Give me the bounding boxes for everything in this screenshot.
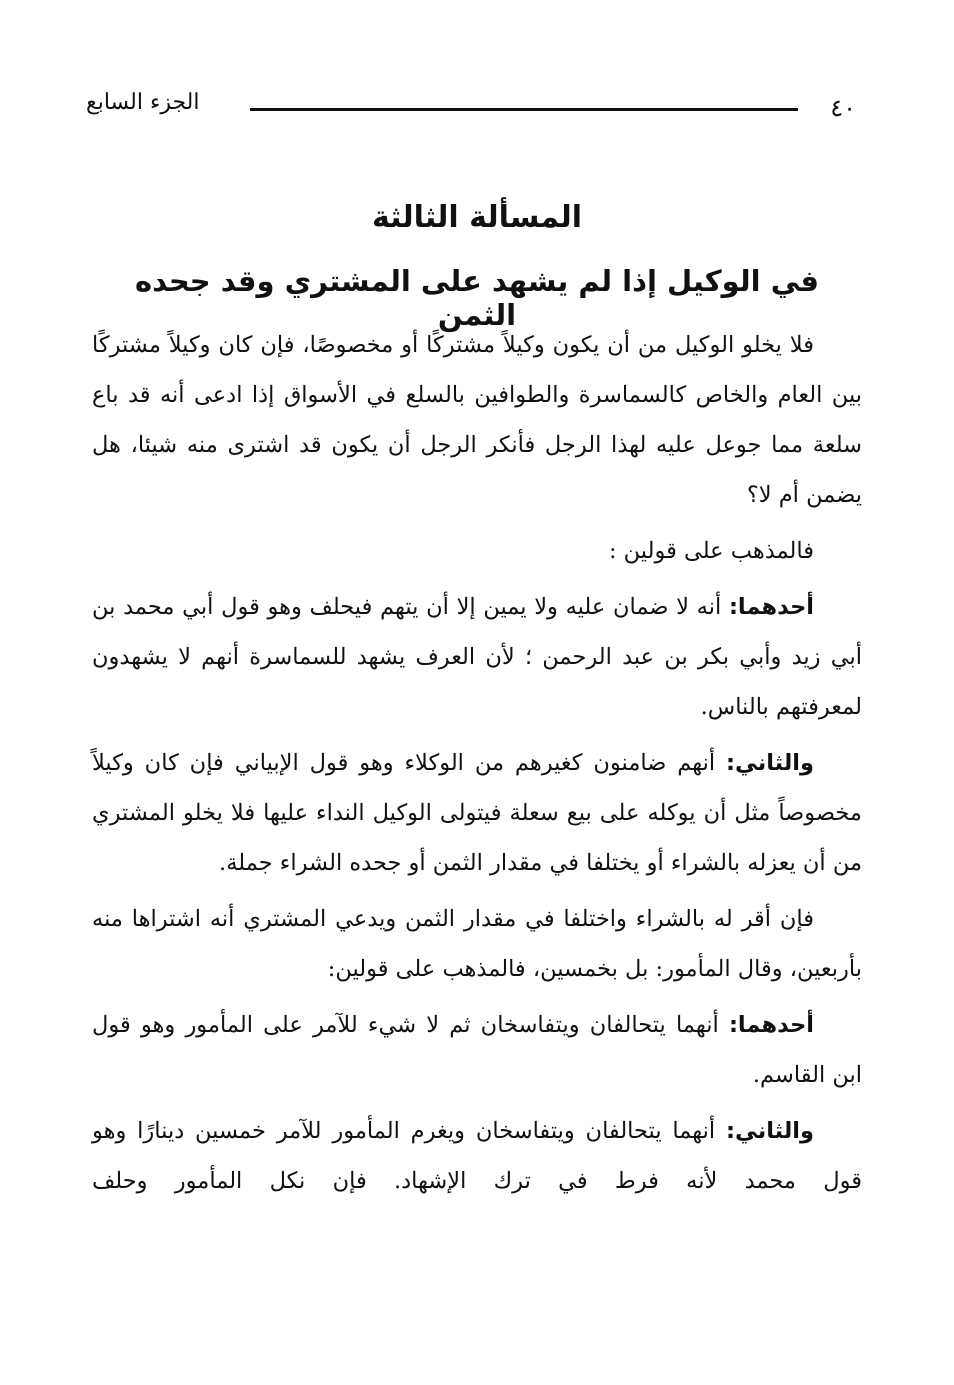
paragraph-lead: أحدهما: [728,1012,814,1038]
paragraph-lead: والثاني: [726,1118,814,1144]
sub-title: في الوكيل إذا لم يشهد على المشتري وقد جحده الثمن [134,264,820,332]
paragraph [92,320,862,520]
paragraph-text: أنهما يتحالفان ويتفاسخان ويغرم المأمور للآمر خمسين دينارًا وهو قول محمد لأنه فرط في ترك الإشهاد. فإن نكل المأمور وحلف [92,1118,862,1194]
paragraph-text: فالمذهب على قولين : [608,538,814,564]
paragraph [92,894,862,994]
paragraph-lead: أحدهما: [728,594,814,620]
paragraph-text: أنهما يتحالفان ويتفاسخان ثم لا شيء للآمر على المأمور وهو قول ابن القاسم. [92,1012,862,1088]
header-rule [250,108,798,111]
body-text [92,320,862,1212]
paragraph [92,738,862,888]
paragraph [92,526,862,576]
paragraph-text: فإن أقر له بالشراء واختلفا في مقدار الثمن ويدعي المشتري أنه اشتراها منه بأربعين، وقال المأمور: بل بخمسين، فالمذهب على قولين: [92,906,862,982]
paragraph-text: أنهم ضامنون كغيرهم من الوكلاء وهو قول الإبياني فإن كان وكيلاً مخصوصاً مثل أن يوكله على بيع سعلة فيتولى الوكيل النداء عليها فلا يخلو المشتري من أن يعزله بالشراء أو يختلفا في مقدار الثمن أو جحده الشراء جملة. [92,750,862,876]
paragraph-lead: والثاني: [726,750,814,776]
paragraph [92,1106,862,1206]
running-header [86,86,856,126]
paragraph-text: فلا يخلو الوكيل من أن يكون وكيلاً مشتركًا أو مخصوصًا، فإن كان وكيلاً مشتركًا بين العام والخاص كالسماسرة والطوافين بالسلع في الأسواق إذا ادعى أنه قد باع سلعة مما جوعل عليه لهذا الرجل فأنكر الرجل أن يكون قد اشترى منه شيئا، هل يضمن أم لا؟ [92,332,862,508]
section-title: المسألة الثالثة [371,200,583,235]
paragraph [92,582,862,732]
paragraph-text: أنه لا ضمان عليه ولا يمين إلا أن يتهم فيحلف وهو قول أبي محمد بن أبي زيد وأبي بكر بن عبد الرحمن ؛ لأن العرف يشهد للسماسرة أنهم لا يشهدون لمعرفتهم بالناس. [92,594,862,720]
running-title: الجزء السابع [86,90,200,115]
page-number: ٤٠ [830,94,856,122]
paragraph [92,1000,862,1100]
